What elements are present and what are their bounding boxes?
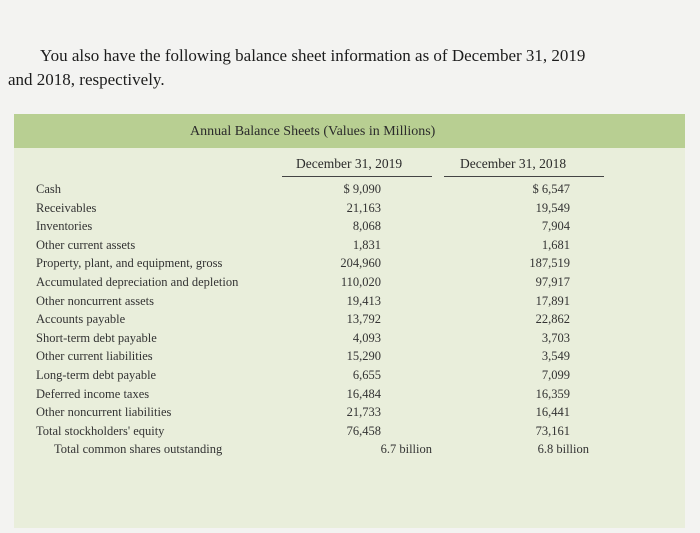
value-2019: 4,093: [352, 330, 381, 345]
table-row: [14, 312, 685, 331]
value-2018: 16,441: [535, 405, 570, 420]
row-label: Accounts payable: [36, 312, 126, 327]
row-label: Other noncurrent assets: [36, 293, 155, 308]
balance-sheet-table: [14, 114, 685, 528]
table-row: [14, 424, 685, 443]
value-2018: 6.8 billion: [537, 442, 589, 457]
table-row: [14, 275, 685, 294]
intro-text: [8, 44, 688, 92]
row-label: Other current liabilities: [36, 349, 153, 364]
row-label: Other noncurrent liabilities: [36, 405, 172, 420]
value-2019: 1,831: [352, 237, 381, 252]
value-2019: 15,290: [346, 349, 381, 364]
value-2018: 3,549: [541, 349, 570, 364]
value-2018: 1,681: [541, 237, 570, 252]
value-2018: 3,703: [541, 330, 570, 345]
column-rule-2019: [282, 176, 432, 177]
row-label: Accumulated depreciation and depletion: [36, 274, 239, 289]
value-2018: 73,161: [535, 423, 570, 438]
value-2019: 13,792: [346, 312, 381, 327]
value-2018: 97,917: [535, 274, 570, 289]
value-2019: 6,655: [352, 367, 381, 382]
row-label: Short-term debt payable: [36, 330, 157, 345]
row-label: Total stockholders' equity: [36, 423, 165, 438]
value-2019: 8,068: [352, 219, 381, 234]
value-2018: 16,359: [535, 386, 570, 401]
value-2019: 76,458: [346, 423, 381, 438]
value-2019: $ 9,090: [343, 182, 381, 196]
table-title: Annual Balance Sheets (Values in Millions): [190, 124, 436, 139]
value-2018: 17,891: [535, 293, 570, 308]
value-2018: 7,904: [541, 219, 570, 234]
value-2018: 187,519: [529, 256, 570, 271]
value-2018: 22,862: [535, 312, 570, 327]
table-row: [14, 349, 685, 368]
intro-line-2: and 2018, respectively.: [8, 70, 165, 89]
value-2019: 204,960: [340, 256, 381, 271]
table-row: [14, 294, 685, 313]
value-2019: 110,020: [340, 274, 381, 289]
row-label: Cash: [36, 182, 61, 196]
table-row: [14, 442, 685, 461]
table-row: [14, 256, 685, 275]
table-row: [14, 219, 685, 238]
intro-line-1: You also have the following balance sheet information as of December 31, 2019: [40, 46, 586, 65]
table-row: [14, 201, 685, 220]
value-2019: 16,484: [346, 386, 381, 401]
row-label: Deferred income taxes: [36, 386, 150, 401]
value-2018: $ 6,547: [532, 182, 570, 196]
value-2019: 19,413: [346, 293, 381, 308]
value-2019: 6.7 billion: [380, 442, 432, 457]
value-2019: 21,733: [346, 405, 381, 420]
table-row: [14, 368, 685, 387]
row-label: Receivables: [36, 200, 97, 215]
row-label: Long-term debt payable: [36, 367, 157, 382]
row-label: Inventories: [36, 219, 93, 234]
column-header-2018: December 31, 2018: [460, 156, 567, 171]
value-2018: 7,099: [541, 367, 570, 382]
table-row: [14, 331, 685, 350]
row-label: Total common shares outstanding: [54, 442, 223, 457]
table-row: [14, 405, 685, 424]
column-rule-2018: [444, 176, 604, 177]
table-row: [14, 238, 685, 257]
row-label: Property, plant, and equipment, gross: [36, 256, 223, 271]
value-2019: 21,163: [346, 200, 381, 215]
table-row: [14, 387, 685, 406]
table-body: [14, 182, 685, 461]
table-row: [14, 182, 685, 201]
row-label: Other current assets: [36, 237, 136, 252]
column-header-2019: December 31, 2019: [296, 156, 403, 171]
value-2018: 19,549: [535, 200, 570, 215]
table-header-bar: [14, 114, 685, 148]
